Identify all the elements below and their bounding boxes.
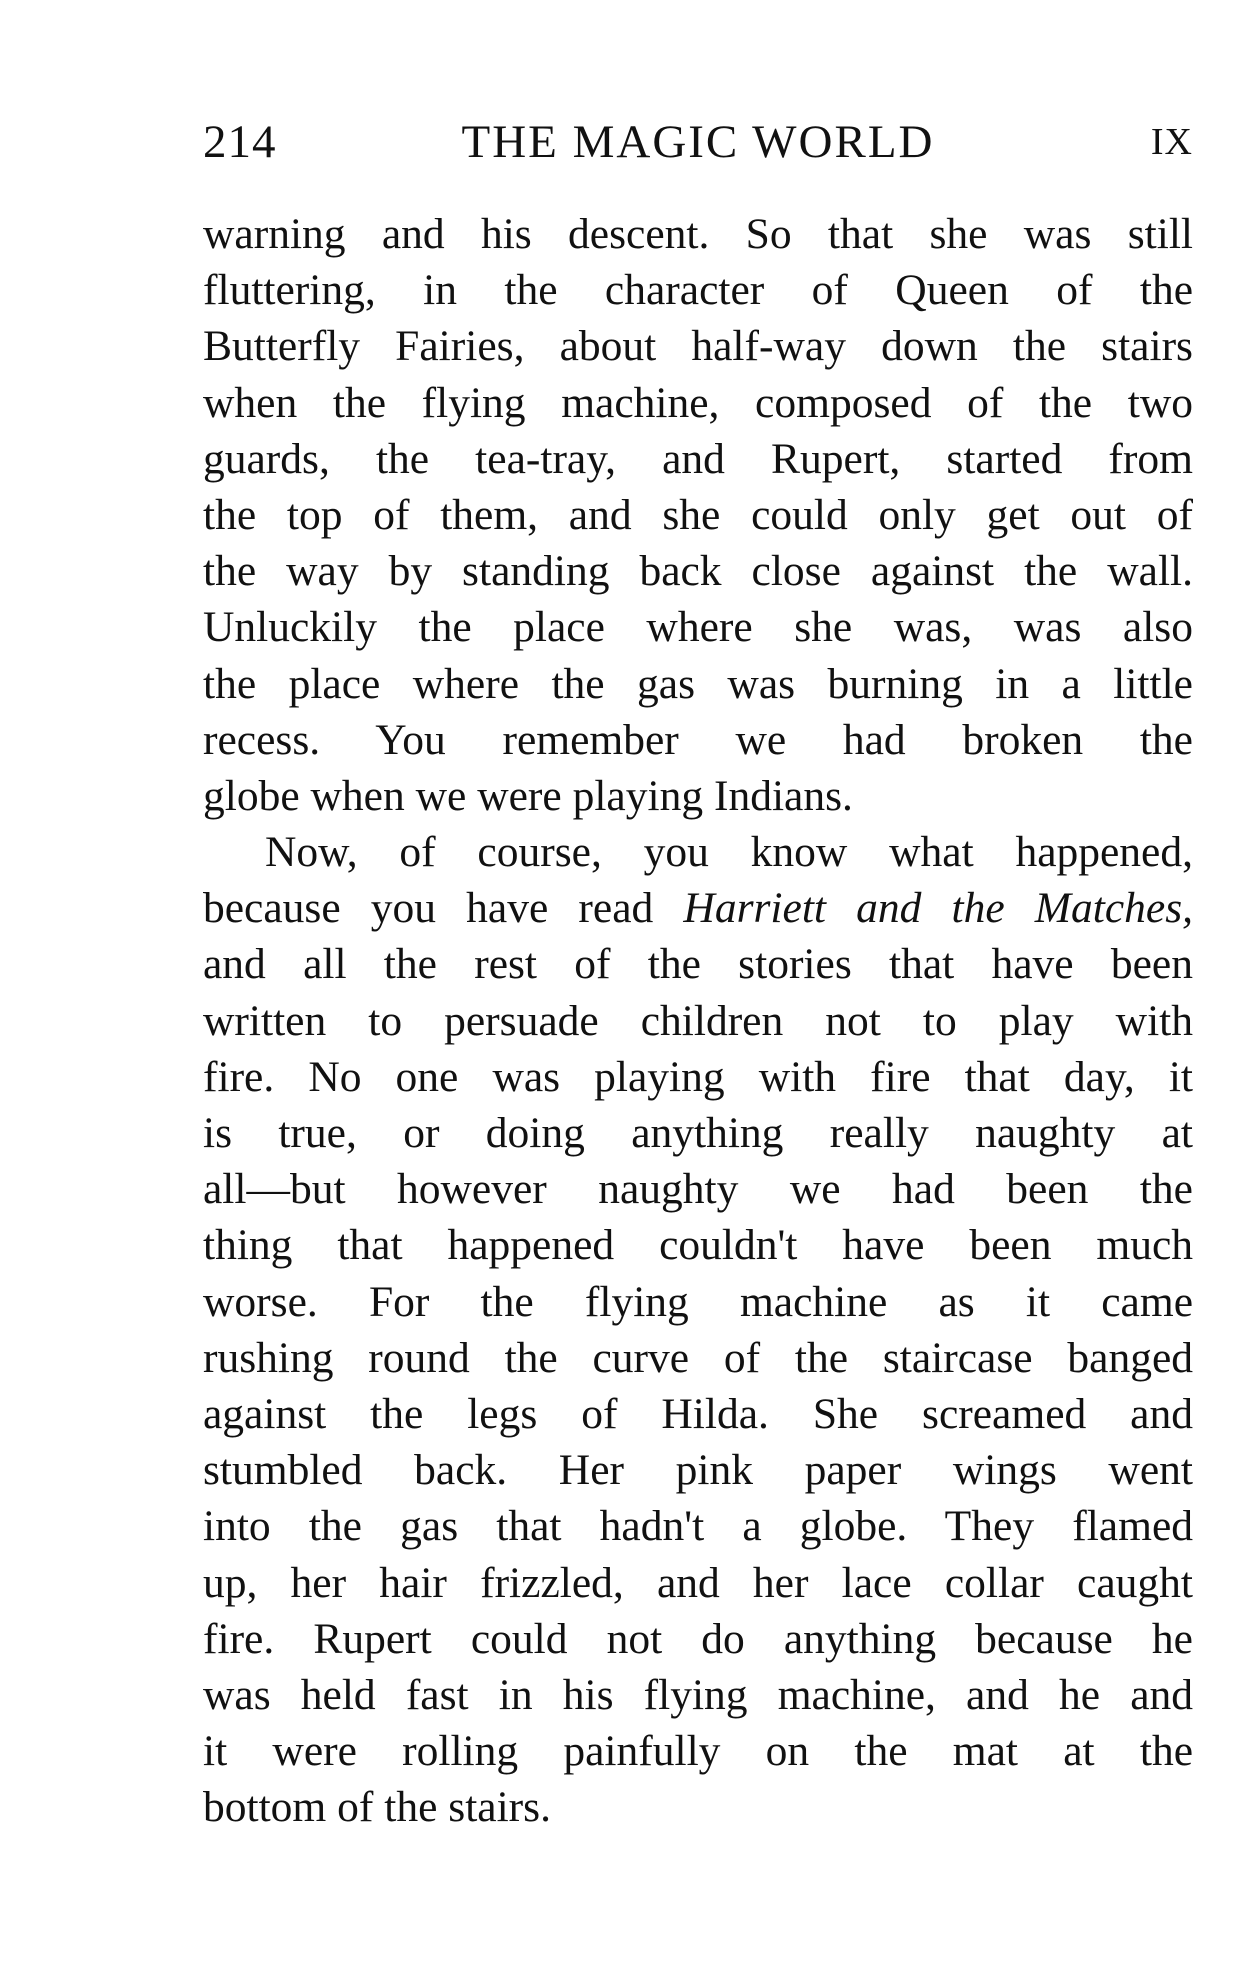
text-line: thing that happened couldn't have been much [203, 1221, 1193, 1270]
running-title: THE MAGIC WORLD [461, 116, 935, 168]
text-segment: because you have read [203, 884, 684, 933]
text-line: warning and his descent. So that she was still [203, 210, 1193, 258]
text-line: the top of them, and she could only get out of [203, 490, 1193, 539]
text-line: is true, or doing anything really naughty at [203, 1109, 1193, 1157]
page-number: 214 [203, 116, 277, 168]
text-line: was held fast in his flying machine, and he and [203, 1670, 1193, 1719]
text-line: worse. For the flying machine as it came [203, 1277, 1193, 1326]
text-line: stumbled back. Her pink paper wings went [203, 1446, 1193, 1495]
text-line: written to persuade children not to play with [203, 996, 1193, 1045]
text-line: Unluckily the place where she was, was also [203, 603, 1193, 652]
text-line-with-title [203, 880, 1193, 936]
text-line: all—but however naughty we had been the [203, 1165, 1193, 1214]
text-line: against the legs of Hilda. She screamed and [203, 1389, 1193, 1438]
page-header [203, 112, 1193, 172]
text-line: when the flying machine, composed of the two [203, 378, 1193, 427]
text-line: globe when we were playing Indians. [203, 771, 853, 820]
text-line: guards, the tea-tray, and Rupert, started from [203, 434, 1193, 483]
text-line: up, her hair frizzled, and her lace collar caught [203, 1558, 1193, 1607]
text-line: and all the rest of the stories that have been [203, 940, 1193, 989]
text-line: fluttering, in the character of Queen of the [203, 266, 1193, 315]
text-line: into the gas that hadn't a globe. They flamed [203, 1502, 1193, 1551]
book-title: Harriett and the Matches, [683, 884, 1193, 933]
body-text [203, 206, 1193, 1835]
text-line: Now, of course, you know what happened, [265, 828, 1193, 877]
text-line: fire. Rupert could not do anything because he [203, 1614, 1193, 1663]
text-line: the way by standing back close against the wall. [203, 547, 1193, 596]
chapter-number: IX [1150, 121, 1193, 163]
text-line: Butterfly Fairies, about half-way down the stairs [203, 322, 1193, 371]
text-line: recess. You remember we had broken the [203, 715, 1193, 764]
text-line: rushing round the curve of the staircase banged [203, 1333, 1193, 1382]
text-line: it were rolling painfully on the mat at the [203, 1727, 1193, 1776]
text-line: fire. No one was playing with fire that day, it [203, 1052, 1193, 1101]
text-line: bottom of the stairs. [203, 1783, 551, 1832]
text-line: the place where the gas was burning in a little [203, 659, 1193, 708]
